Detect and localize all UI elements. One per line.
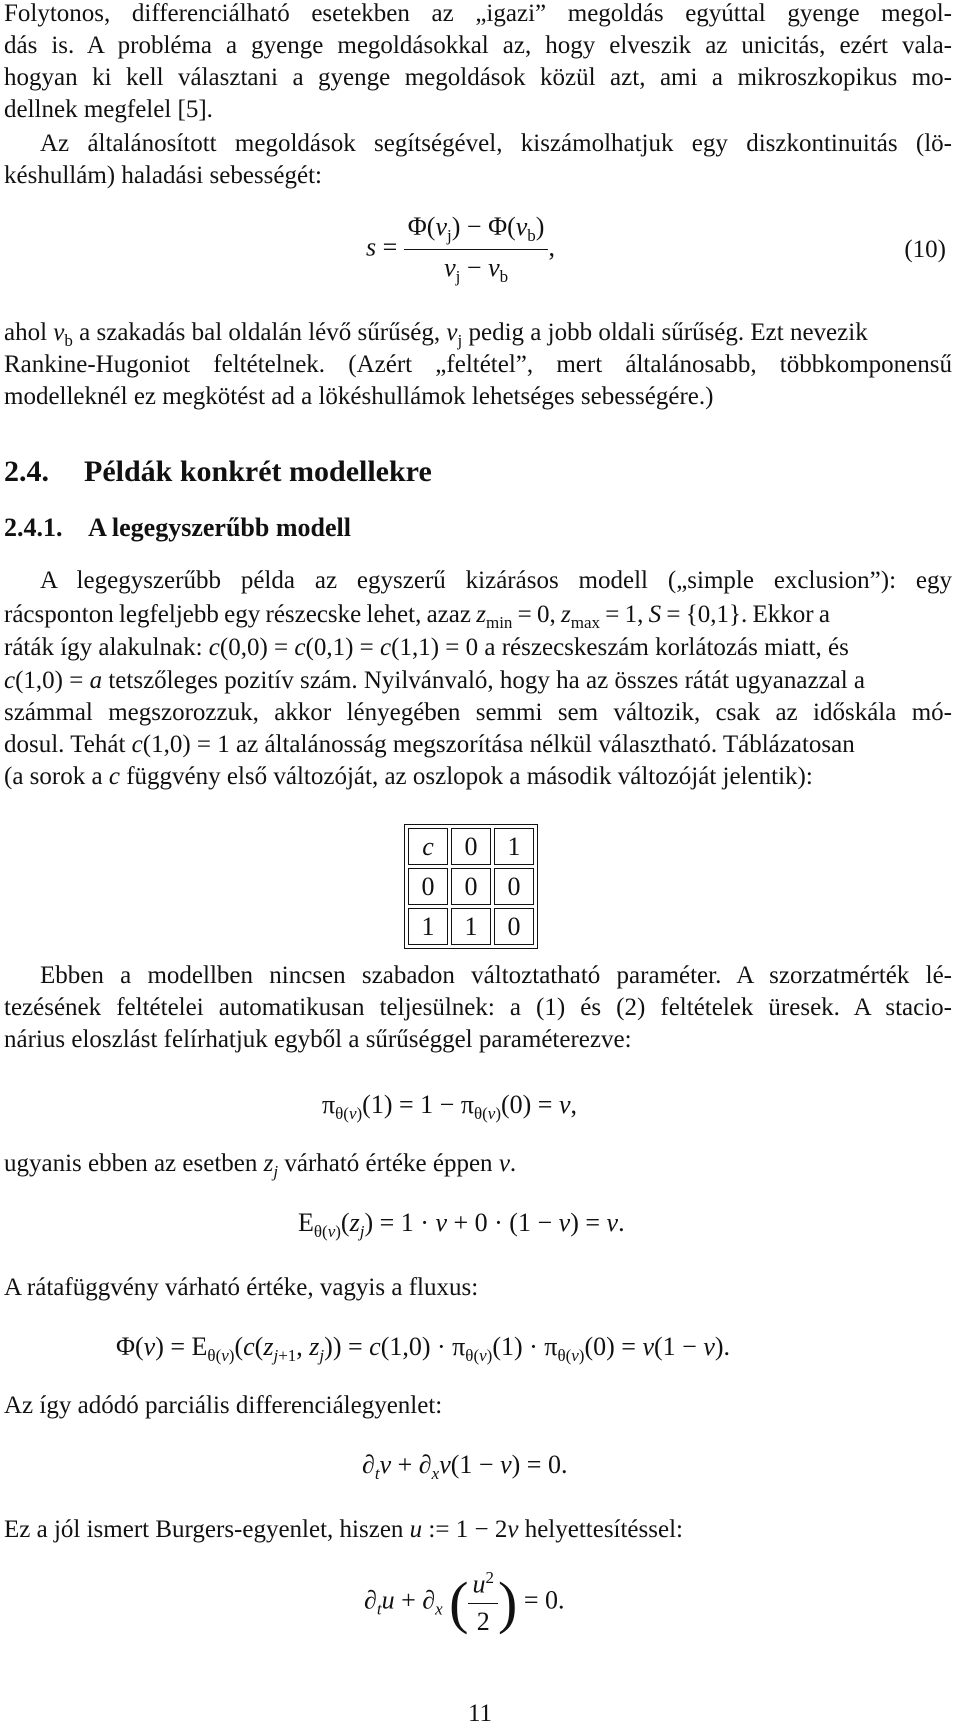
- paragraph-line: dás is. A probléma a gyenge megoldásokkal az, hogy elveszik az unicitás, ezért vala-: [4, 32, 952, 59]
- paragraph-line: késhullám) haladási sebességét:: [4, 162, 322, 189]
- rate-table: [404, 824, 538, 949]
- table-cell: 0: [451, 868, 491, 905]
- paragraph-line: Az általánosított megoldások segítségével, kiszámolhatjuk egy diszkontinuitás (lö-: [40, 130, 952, 157]
- equation-number: (10): [904, 236, 946, 263]
- equation-expectation: $E_{\theta(v)}(z_j) = 1 \cdot v + 0 \cdot (1 - v) = v$.: [298, 1208, 625, 1241]
- paragraph-line: A rátafüggvény várható értéke, vagyis a fluxus:: [4, 1274, 479, 1301]
- paragraph-line: rácsponton legfeljebb egy részecske lehet, azaz $z_{min} = 0$, $z_{max} = 1$, S = {0,1}. Ekkor a: [4, 601, 830, 632]
- table-cell: 1: [408, 908, 448, 945]
- table-cell: 0: [494, 908, 534, 945]
- paragraph-line: Ebben a modellben nincsen szabadon változtatható paraméter. A szorzatmérték lé-: [40, 962, 952, 989]
- equation-pde: $\partial_tv + \partial_xv(1 - v) = 0$.: [362, 1450, 568, 1483]
- paragraph-line: számmal megszorozzuk, akkor lényegében semmi sem változik, csak az időskála mó-: [4, 699, 952, 726]
- section-number: 2.4.: [4, 455, 49, 488]
- table-cell: 0: [494, 868, 534, 905]
- paragraph-line: Folytonos, differenciálható esetekben az „igazi” megoldás egyúttal gyenge megol-: [4, 0, 952, 27]
- paragraph-line: ugyanis ebben az esetben $z_j$ várható értéke éppen v.: [4, 1150, 517, 1181]
- paragraph-line: nárius eloszlást felírhatjuk egyből a sűrűséggel paraméterezve:: [4, 1026, 632, 1053]
- paragraph-line: Az így adódó parciális differenciálegyenlet:: [4, 1392, 443, 1419]
- paragraph-line: modelleknél ez megkötést ad a lökéshullámok lehetséges sebességére.): [4, 383, 714, 410]
- table-cell: 0: [451, 828, 491, 865]
- equation-rankine-hugoniot: s = $\frac{\Phi(v_j) - \Phi(v_b)}{v_j - v_b}$ ,: [366, 212, 555, 286]
- equation-stationary-distribution: $\pi_{\theta(v)}(1) = 1 - \pi_{\theta(v)}(0) = v$,: [322, 1090, 578, 1123]
- table-row: [408, 828, 534, 865]
- subsection-number: 2.4.1.: [4, 513, 63, 542]
- section-heading: [4, 455, 432, 489]
- paragraph-line: tezésének feltételei automatikusan teljesülnek: a (1) és (2) feltételek üresek. A stacio-: [4, 994, 952, 1021]
- subsection-heading: [4, 513, 351, 543]
- subsection-title: A legegyszerűbb modell: [88, 513, 351, 542]
- table-cell: 0: [408, 868, 448, 905]
- paragraph-line: Rankine-Hugoniot feltételnek. (Azért „feltétel”, mert általánosabb, többkomponensű: [4, 351, 952, 378]
- table-cell: 1: [451, 908, 491, 945]
- table-cell: 1: [494, 828, 534, 865]
- table-cell: c: [408, 828, 448, 865]
- paragraph-line: hogyan ki kell választani a gyenge megoldások közül azt, ami a mikroszkopikus mo-: [4, 64, 952, 91]
- table-row: [408, 908, 534, 945]
- paragraph-line: dosul. Tehát c(1,0) = 1 az általánosság megszorítása nélkül választható. Táblázatosan: [4, 731, 855, 758]
- paragraph-line: dellnek megfelel [5].: [4, 96, 213, 123]
- equation-flux: $\Phi(v) = E_{\theta(v)}(c(z_{j+1}$, $z_j)) = c(1,0) \cdot \pi_{\theta(v)}(1) \cdot \pi_{\theta(v)}(0) = v(1 - v)$.: [116, 1332, 731, 1365]
- paragraph-line: c(1,0) = a tetszőleges pozitív szám. Nyilvánvaló, hogy ha az összes rátát ugyanazzal a: [4, 667, 866, 694]
- paragraph-line: ahol $v_b$ a szakadás bal oldalán lévő sűrűség, $v_j$ pedig a jobb oldali sűrűség. Ezt nevezik: [4, 319, 868, 350]
- paragraph-line: ráták így alakulnak: c(0,0) = c(0,1) = c(1,1) = 0 a részecskeszám korlátozás miatt, és: [4, 634, 849, 661]
- page-number: 11: [467, 1700, 493, 1727]
- equation-burgers: $\partial_tu + \partial_x$ ( $\frac{u^2}{2}$ ) = 0.: [364, 1568, 565, 1636]
- paragraph-line: (a sorok a c függvény első változóját, az oszlopok a második változóját jelentik):: [4, 763, 813, 790]
- paragraph-line: A legegyszerűbb példa az egyszerű kizárásos modell („simple exclusion”): egy: [40, 567, 952, 594]
- table-row: [408, 868, 534, 905]
- paragraph-line: Ez a jól ismert Burgers-egyenlet, hiszen u := 1 − 2v helyettesítéssel:: [4, 1516, 683, 1543]
- section-title: Példák konkrét modellekre: [84, 455, 432, 488]
